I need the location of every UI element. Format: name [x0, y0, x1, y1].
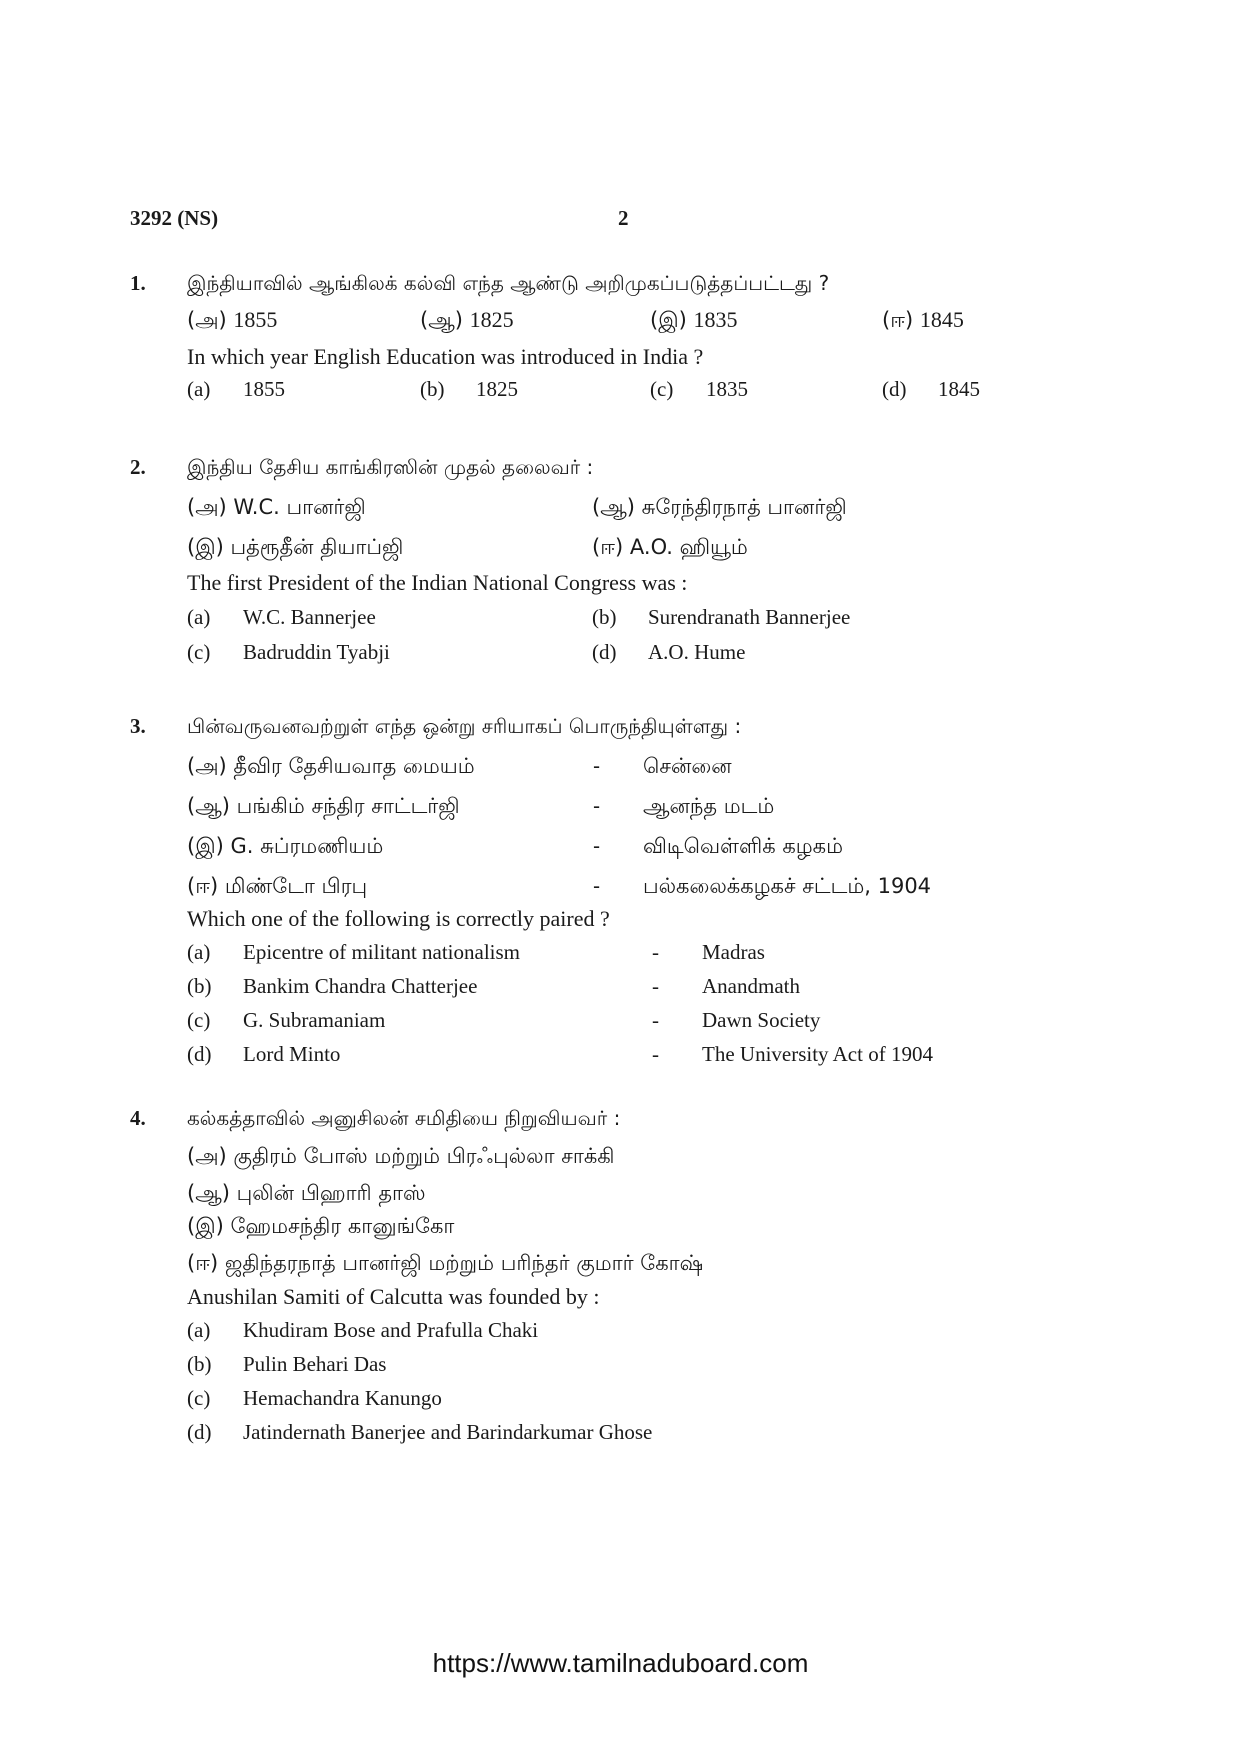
question-text-english: The first President of the Indian National Congress was :	[187, 570, 688, 595]
option-tamil-4: (ஈ) 1845	[882, 307, 964, 332]
option-english-d: (d) A.O. Hume	[592, 640, 746, 664]
option-tamil-3: (இ) 1835	[650, 307, 738, 332]
option-english-d: (d) 1845	[882, 377, 980, 401]
option-english-c: (c) Hemachandra Kanungo	[187, 1386, 442, 1410]
option-tamil-4: (ஈ) A.O. ஹியூம்	[592, 535, 748, 559]
option-tamil-3: (இ) ஹேமசந்திர கானுங்கோ	[187, 1214, 455, 1238]
pair-english-c-right: Dawn Society	[702, 1008, 821, 1032]
page-number: 2	[618, 206, 629, 230]
option-tamil-1: (அ) குதிரம் போஸ் மற்றும் பிரஃபுல்லா சாக்கி	[187, 1144, 615, 1168]
question-number: 4.	[130, 1106, 146, 1130]
pair-tamil-3-right: விடிவெள்ளிக் கழகம்	[643, 834, 843, 858]
pair-tamil-3-left: (இ) G. சுப்ரமணியம்	[187, 834, 384, 858]
pair-english-b-left: (b) Bankim Chandra Chatterjee	[187, 974, 478, 998]
question-text-tamil: பின்வருவனவற்றுள் எந்த ஒன்று சரியாகப் பொருந்தியுள்ளது :	[187, 714, 742, 738]
pair-dash: -	[593, 794, 601, 818]
option-english-c: (c) 1835	[650, 377, 748, 401]
option-tamil-2: (ஆ) புலின் பிஹாரி தாஸ்	[187, 1181, 426, 1205]
pair-dash: -	[593, 754, 601, 778]
option-tamil-4: (ஈ) ஜதிந்தரநாத் பானர்ஜி மற்றும் பரிந்தர் குமார் கோஷ்	[187, 1251, 704, 1275]
option-english-b: (b) Pulin Behari Das	[187, 1352, 387, 1376]
pair-english-d-left: (d) Lord Minto	[187, 1042, 341, 1066]
question-text-tamil: இந்திய தேசிய காங்கிரஸின் முதல் தலைவர் :	[187, 455, 594, 479]
option-english-a: (a) Khudiram Bose and Prafulla Chaki	[187, 1318, 539, 1342]
question-text-english: Anushilan Samiti of Calcutta was founded by :	[187, 1284, 600, 1309]
pair-tamil-1-left: (அ) தீவிர தேசியவாத மையம்	[187, 754, 475, 778]
pair-tamil-2-right: ஆனந்த மடம்	[643, 794, 775, 818]
option-english-b: (b) 1825	[420, 377, 518, 401]
paper-code: 3292 (NS)	[130, 206, 219, 230]
pair-dash: -	[652, 940, 659, 964]
pair-english-a-left: (a) Epicentre of militant nationalism	[187, 940, 521, 964]
pair-english-c-left: (c) G. Subramaniam	[187, 1008, 386, 1032]
footer-url: https://www.tamilnaduboard.com	[432, 1648, 809, 1678]
pair-tamil-4-right: பல்கலைக்கழகச் சட்டம், 1904	[643, 874, 932, 898]
pair-english-a-right: Madras	[702, 940, 765, 964]
pair-dash: -	[593, 834, 601, 858]
pair-dash: -	[652, 974, 659, 998]
question-number: 2.	[130, 455, 146, 479]
pair-english-b-right: Anandmath	[702, 974, 800, 998]
option-tamil-1: (அ) W.C. பானர்ஜி	[187, 495, 366, 519]
option-tamil-2: (ஆ) 1825	[420, 307, 514, 332]
question-text-english: In which year English Education was introduced in India ?	[187, 344, 704, 369]
pair-dash: -	[652, 1042, 659, 1066]
option-english-b: (b) Surendranath Bannerjee	[592, 605, 851, 629]
question-number: 1.	[130, 271, 146, 295]
option-english-a: (a) 1855	[187, 377, 285, 401]
pair-tamil-4-left: (ஈ) மிண்டோ பிரபு	[187, 874, 368, 898]
pair-english-d-right: The University Act of 1904	[702, 1042, 933, 1066]
option-english-c: (c) Badruddin Tyabji	[187, 640, 390, 664]
option-english-d: (d) Jatindernath Banerjee and Barindarkumar Ghose	[187, 1420, 653, 1444]
option-tamil-1: (அ) 1855	[187, 307, 278, 332]
question-text-tamil: இந்தியாவில் ஆங்கிலக் கல்வி எந்த ஆண்டு அறிமுகப்படுத்தப்பட்டது ?	[187, 271, 830, 295]
pair-tamil-2-left: (ஆ) பங்கிம் சந்திர சாட்டர்ஜி	[187, 794, 460, 818]
question-text-tamil: கல்கத்தாவில் அனுசிலன் சமிதியை நிறுவியவர் :	[187, 1106, 621, 1130]
pair-dash: -	[652, 1008, 659, 1032]
pair-dash: -	[593, 874, 601, 898]
question-text-english: Which one of the following is correctly paired ?	[187, 906, 610, 931]
option-tamil-3: (இ) பத்ரூதீன் தியாப்ஜி	[187, 535, 404, 559]
pair-tamil-1-right: சென்னை	[643, 754, 732, 778]
page-header	[130, 206, 650, 238]
question-number: 3.	[130, 714, 146, 738]
option-english-a: (a) W.C. Bannerjee	[187, 605, 376, 629]
option-tamil-2: (ஆ) சுரேந்திரநாத் பானர்ஜி	[592, 495, 847, 519]
